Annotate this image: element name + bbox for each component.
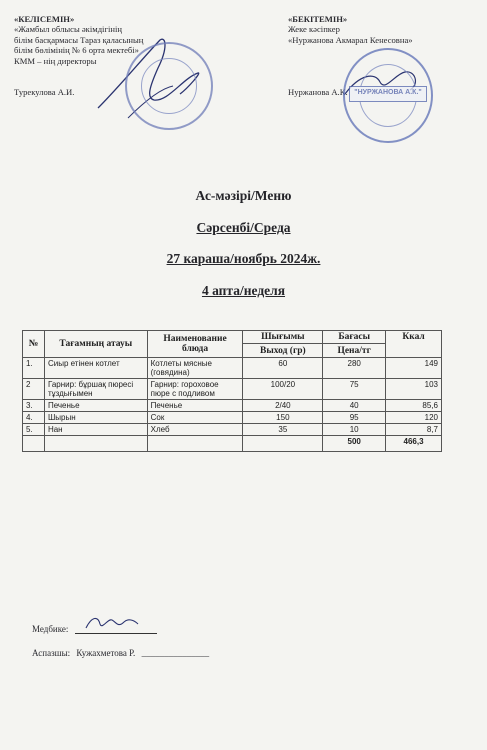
row-name-ru: Гарнир: гороховое пюре с подливом xyxy=(147,379,243,400)
row-yield: 35 xyxy=(243,424,323,436)
row-price: 40 xyxy=(323,400,386,412)
row-num: 3. xyxy=(23,400,45,412)
table-row xyxy=(23,412,442,424)
row-name-kz: Шырын xyxy=(44,412,147,424)
row-kcal: 103 xyxy=(386,379,442,400)
row-num: 1. xyxy=(23,358,45,379)
agreed-org-line: білім басқармасы Тараз қаласының xyxy=(14,34,144,45)
row-num: 2 xyxy=(23,379,45,400)
row-name-kz: Гарнир: бұршақ пюресі тұздығымен xyxy=(44,379,147,400)
entrepreneur-seal-stamp xyxy=(343,48,433,143)
row-name-ru: Котлеты мясные (говядина) xyxy=(147,358,243,379)
agreed-heading: «КЕЛІСЕМІН» xyxy=(14,14,75,24)
row-name-ru: Печенье xyxy=(147,400,243,412)
day-title: Сәрсенбі/Среда xyxy=(196,220,291,235)
row-kcal: 8,7 xyxy=(386,424,442,436)
table-total-row xyxy=(23,436,442,452)
table-row xyxy=(23,358,442,379)
table-row xyxy=(23,379,442,400)
col-name-ru-header: Наименование блюда xyxy=(147,331,243,358)
approved-line: Жеке кәсіпкер xyxy=(288,24,340,35)
col-price-kz-header: Бағасы xyxy=(323,331,386,344)
row-name-ru: Сок xyxy=(147,412,243,424)
row-yield: 2/40 xyxy=(243,400,323,412)
row-price: 280 xyxy=(323,358,386,379)
agreed-org-line: білім бөлімінің № 6 орта мектебі» xyxy=(14,45,139,56)
school-seal-stamp xyxy=(125,42,213,130)
row-name-kz: Печенье xyxy=(44,400,147,412)
row-yield: 60 xyxy=(243,358,323,379)
row-price: 10 xyxy=(323,424,386,436)
approved-signer: Нуржанова А.К. xyxy=(288,87,348,98)
col-kcal-header: Ккал xyxy=(386,331,442,358)
nurse-signature xyxy=(82,612,142,634)
agreed-signer: Турекулова А.И. xyxy=(14,87,75,98)
stamp-name-label: "НУРЖАНОВА А.К." xyxy=(349,86,427,102)
row-name-kz: Нан xyxy=(44,424,147,436)
table-row xyxy=(23,400,442,412)
total-kcal: 466,3 xyxy=(386,436,442,452)
table-header-row xyxy=(23,331,442,344)
row-price: 75 xyxy=(323,379,386,400)
row-kcal: 85,6 xyxy=(386,400,442,412)
cook-label: Аспазшы: xyxy=(32,648,71,658)
week-title: 4 апта/неделя xyxy=(201,283,286,298)
col-yield-kz-header: Шығымы xyxy=(243,331,323,344)
row-name-ru: Хлеб xyxy=(147,424,243,436)
date-title: 27 караша/ноябрь 2024ж. xyxy=(166,251,321,266)
row-kcal: 120 xyxy=(386,412,442,424)
menu-table xyxy=(22,330,442,452)
row-num: 4. xyxy=(23,412,45,424)
col-yield-ru-header: Выход (гр) xyxy=(243,344,323,358)
total-price: 500 xyxy=(323,436,386,452)
row-num: 5. xyxy=(23,424,45,436)
row-yield: 150 xyxy=(243,412,323,424)
nurse-label: Медбике: xyxy=(32,624,69,634)
cook-name: Кужахметова Р. xyxy=(76,648,136,658)
approved-heading: «БЕКІТЕМІН» xyxy=(288,14,348,24)
col-num-header: № xyxy=(23,331,45,358)
agreed-org-line: «Жамбыл облысы әкімдігінің xyxy=(14,24,122,35)
menu-title: Ас-мәзірі/Меню xyxy=(195,188,292,203)
row-price: 95 xyxy=(323,412,386,424)
row-yield: 100/20 xyxy=(243,379,323,400)
cook-sign-field: _______________ xyxy=(141,648,210,658)
row-name-kz: Сиыр етінен котлет xyxy=(44,358,147,379)
cook-signature-line xyxy=(32,648,209,658)
col-price-ru-header: Цена/тг xyxy=(323,344,386,358)
col-name-kz-header: Тағамның атауы xyxy=(44,331,147,358)
approved-line: «Нуржанова Акмарал Кенесовна» xyxy=(288,34,413,45)
table-row xyxy=(23,424,442,436)
agreed-org-line: КММ – нің директоры xyxy=(14,55,97,66)
row-kcal: 149 xyxy=(386,358,442,379)
